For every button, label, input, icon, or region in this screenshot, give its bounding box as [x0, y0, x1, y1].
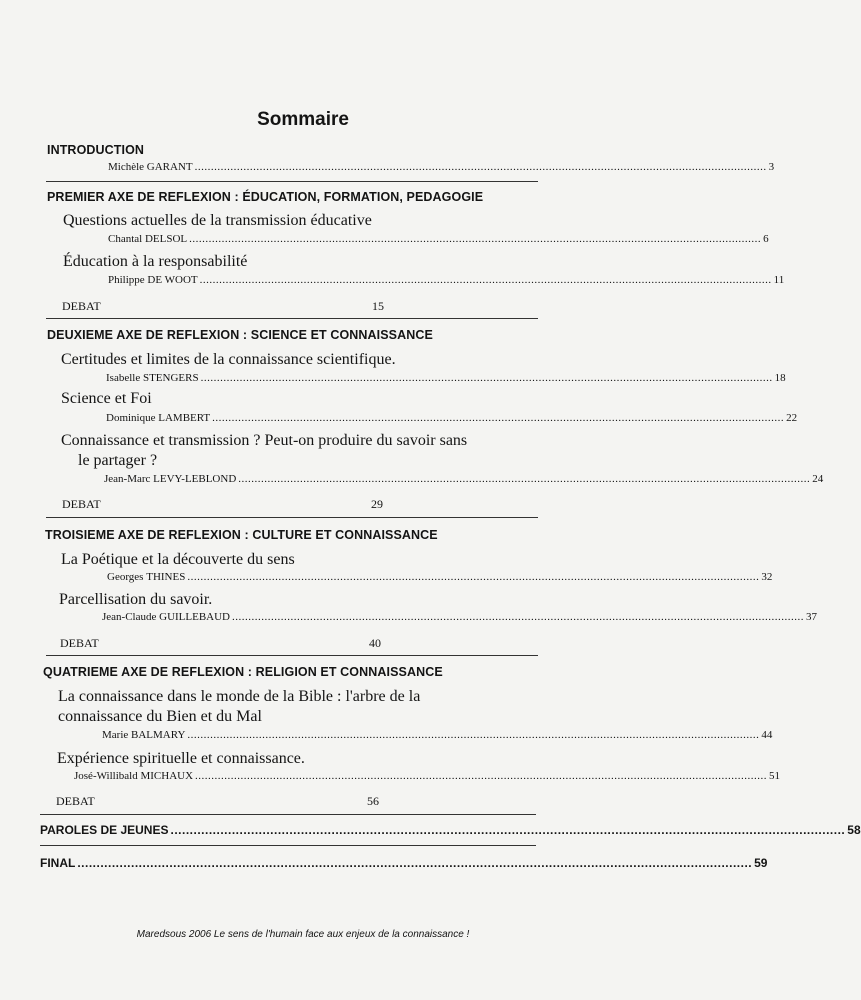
page-number: 22 [786, 412, 798, 424]
talk-title: La Poétique et la découverte du sens [61, 551, 295, 568]
toc-entry[interactable] [102, 611, 818, 623]
toc-entry-introduction[interactable] [108, 161, 775, 173]
author-name: José-Willibald MICHAUX [74, 770, 194, 782]
section-divider [46, 517, 538, 518]
page-number: 44 [761, 729, 773, 741]
dot-leader: ................................................................................................................................................................................ [77, 856, 753, 870]
debat-label: DEBAT [62, 299, 101, 313]
axis-3-heading: TROISIEME AXE DE REFLEXION : CULTURE ET CONNAISSANCE [45, 528, 438, 542]
debat-label: DEBAT [56, 794, 95, 808]
page-number: 3 [768, 161, 775, 173]
dot-leader: ................................................................................................................................................................................ [200, 372, 773, 384]
toc-entry[interactable] [102, 729, 773, 741]
page-title: Sommaire [257, 109, 349, 130]
talk-title: La connaissance dans le monde de la Bible : l'arbre de la [58, 688, 421, 705]
section-divider [40, 814, 536, 815]
talk-title: Certitudes et limites de la connaissance scientifique. [61, 351, 396, 368]
dot-leader: ................................................................................................................................................................................ [212, 412, 785, 424]
toc-entry[interactable] [108, 274, 785, 286]
section-label: FINAL [40, 856, 76, 870]
toc-entry[interactable] [74, 770, 781, 782]
page-number: 18 [774, 372, 786, 384]
debat-label: DEBAT [62, 497, 101, 511]
toc-entry[interactable] [108, 233, 769, 245]
talk-title: Parcellisation du savoir. [59, 591, 213, 608]
dot-leader: ................................................................................................................................................................................ [195, 770, 768, 782]
author-name: Isabelle STENGERS [106, 372, 199, 384]
dot-leader: ................................................................................................................................................................................ [232, 611, 805, 623]
section-divider [40, 845, 536, 846]
toc-entry-final[interactable] [40, 856, 768, 870]
dot-leader: ................................................................................................................................................................................ [187, 571, 760, 583]
debat-page: 40 [369, 636, 381, 650]
dot-leader: ................................................................................................................................................................................ [194, 161, 767, 173]
dot-leader: ................................................................................................................................................................................ [189, 233, 762, 245]
talk-title: Connaissance et transmission ? Peut-on produire du savoir sans [61, 432, 468, 449]
dot-leader: ................................................................................................................................................................................ [187, 729, 760, 741]
dot-leader: ................................................................................................................................................................................ [170, 823, 846, 837]
page-number: 37 [806, 611, 818, 623]
section-divider [46, 181, 538, 182]
introduction-heading: INTRODUCTION [47, 143, 145, 157]
toc-entry[interactable] [106, 372, 786, 384]
talk-title-continued: le partager ? [78, 452, 158, 469]
page-number: 32 [761, 571, 773, 583]
page-number: 58 [847, 823, 861, 837]
page-number: 59 [754, 856, 768, 870]
author-name: Dominique LAMBERT [106, 412, 211, 424]
author-name: Marie BALMARY [102, 729, 186, 741]
author-name: Jean-Claude GUILLEBAUD [102, 611, 231, 623]
toc-entry[interactable] [104, 473, 824, 485]
toc-entry-paroles-de-jeunes[interactable] [40, 823, 861, 837]
debat-page: 15 [372, 299, 384, 313]
section-divider [46, 318, 538, 319]
dot-leader: ................................................................................................................................................................................ [199, 274, 772, 286]
page-number: 24 [812, 473, 824, 485]
author-name: Georges THINES [107, 571, 186, 583]
author-name: Philippe DE WOOT [108, 274, 198, 286]
author-name: Chantal DELSOL [108, 233, 188, 245]
page-number: 51 [769, 770, 781, 782]
section-label: PAROLES DE JEUNES [40, 823, 169, 837]
debat-page: 56 [367, 794, 379, 808]
axis-1-heading: PREMIER AXE DE REFLEXION : ÉDUCATION, FORMATION, PEDAGOGIE [47, 190, 484, 204]
section-divider [46, 655, 538, 656]
toc-entry[interactable] [106, 412, 798, 424]
debat-label: DEBAT [60, 636, 99, 650]
author-name: Jean-Marc LEVY-LEBLOND [104, 473, 237, 485]
talk-title-continued: connaissance du Bien et du Mal [58, 708, 262, 725]
page-number: 6 [763, 233, 769, 245]
talk-title: Questions actuelles de la transmission éducative [63, 212, 372, 229]
author-name: Michèle GARANT [108, 161, 193, 173]
talk-title: Expérience spirituelle et connaissance. [57, 750, 305, 767]
page-footer: Maredsous 2006 Le sens de l'humain face aux enjeux de la connaissance ! [136, 929, 470, 940]
page-number: 11 [773, 274, 785, 286]
axis-4-heading: QUATRIEME AXE DE REFLEXION : RELIGION ET CONNAISSANCE [43, 665, 443, 679]
debat-page: 29 [371, 497, 383, 511]
dot-leader: ................................................................................................................................................................................ [238, 473, 811, 485]
toc-entry[interactable] [107, 571, 773, 583]
talk-title: Éducation à la responsabilité [63, 253, 248, 270]
axis-2-heading: DEUXIEME AXE DE REFLEXION : SCIENCE ET CONNAISSANCE [47, 328, 433, 342]
talk-title: Science et Foi [61, 390, 152, 407]
